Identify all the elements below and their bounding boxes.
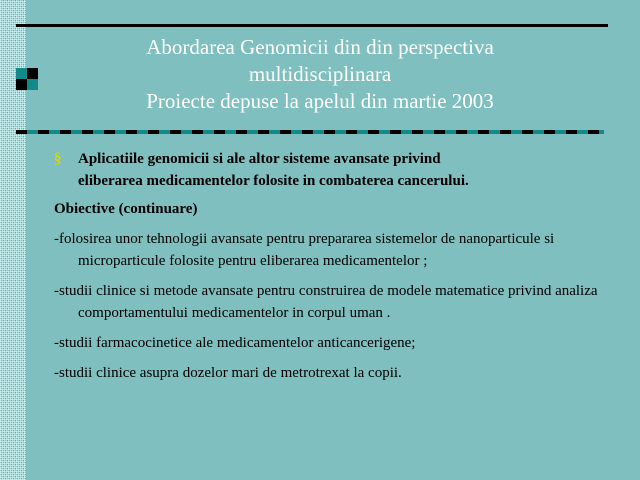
bottom-divider-line: [16, 130, 604, 134]
bullet-text-line-1: Aplicatiile genomicii si ale altor sisteme avansate privind: [78, 151, 441, 167]
slide-body: [54, 148, 614, 392]
block-black-2: [16, 79, 27, 90]
objective-paragraph-2: -studii clinice si metode avansate pentru construirea de modele matematice privind analiza comportamentului medicamentelor in corpul uman .: [54, 283, 598, 321]
slide-title: [60, 34, 580, 115]
bullet-icon: §: [54, 151, 62, 167]
section-title: Obiective (continuare): [54, 201, 198, 217]
objective-paragraph-1: -folosirea unor tehnologii avansate pentru prepararea sistemelor de nanoparticule si microparticule folosite pentru eliberarea medicamentelor ;: [54, 231, 555, 269]
title-line-1: Abordarea Genomicii din din perspectiva: [146, 35, 494, 59]
bullet-item: [54, 148, 614, 192]
decorative-blocks: [16, 68, 38, 90]
block-black-1: [27, 68, 38, 79]
title-line-3: Proiecte depuse la apelul din martie 2003: [146, 89, 494, 113]
bullet-text-line-2: eliberarea medicamentelor folosite in combaterea cancerului.: [78, 173, 469, 189]
block-teal-2: [27, 79, 38, 90]
objective-paragraph-3: -studii farmacocinetice ale medicamentelor anticancerigene;: [54, 335, 416, 351]
objective-paragraph-4: -studii clinice asupra dozelor mari de metrotrexat la copii.: [54, 365, 402, 381]
block-teal-1: [16, 68, 27, 79]
title-line-2: multidisciplinara: [248, 62, 392, 86]
top-divider-line: [16, 24, 608, 27]
